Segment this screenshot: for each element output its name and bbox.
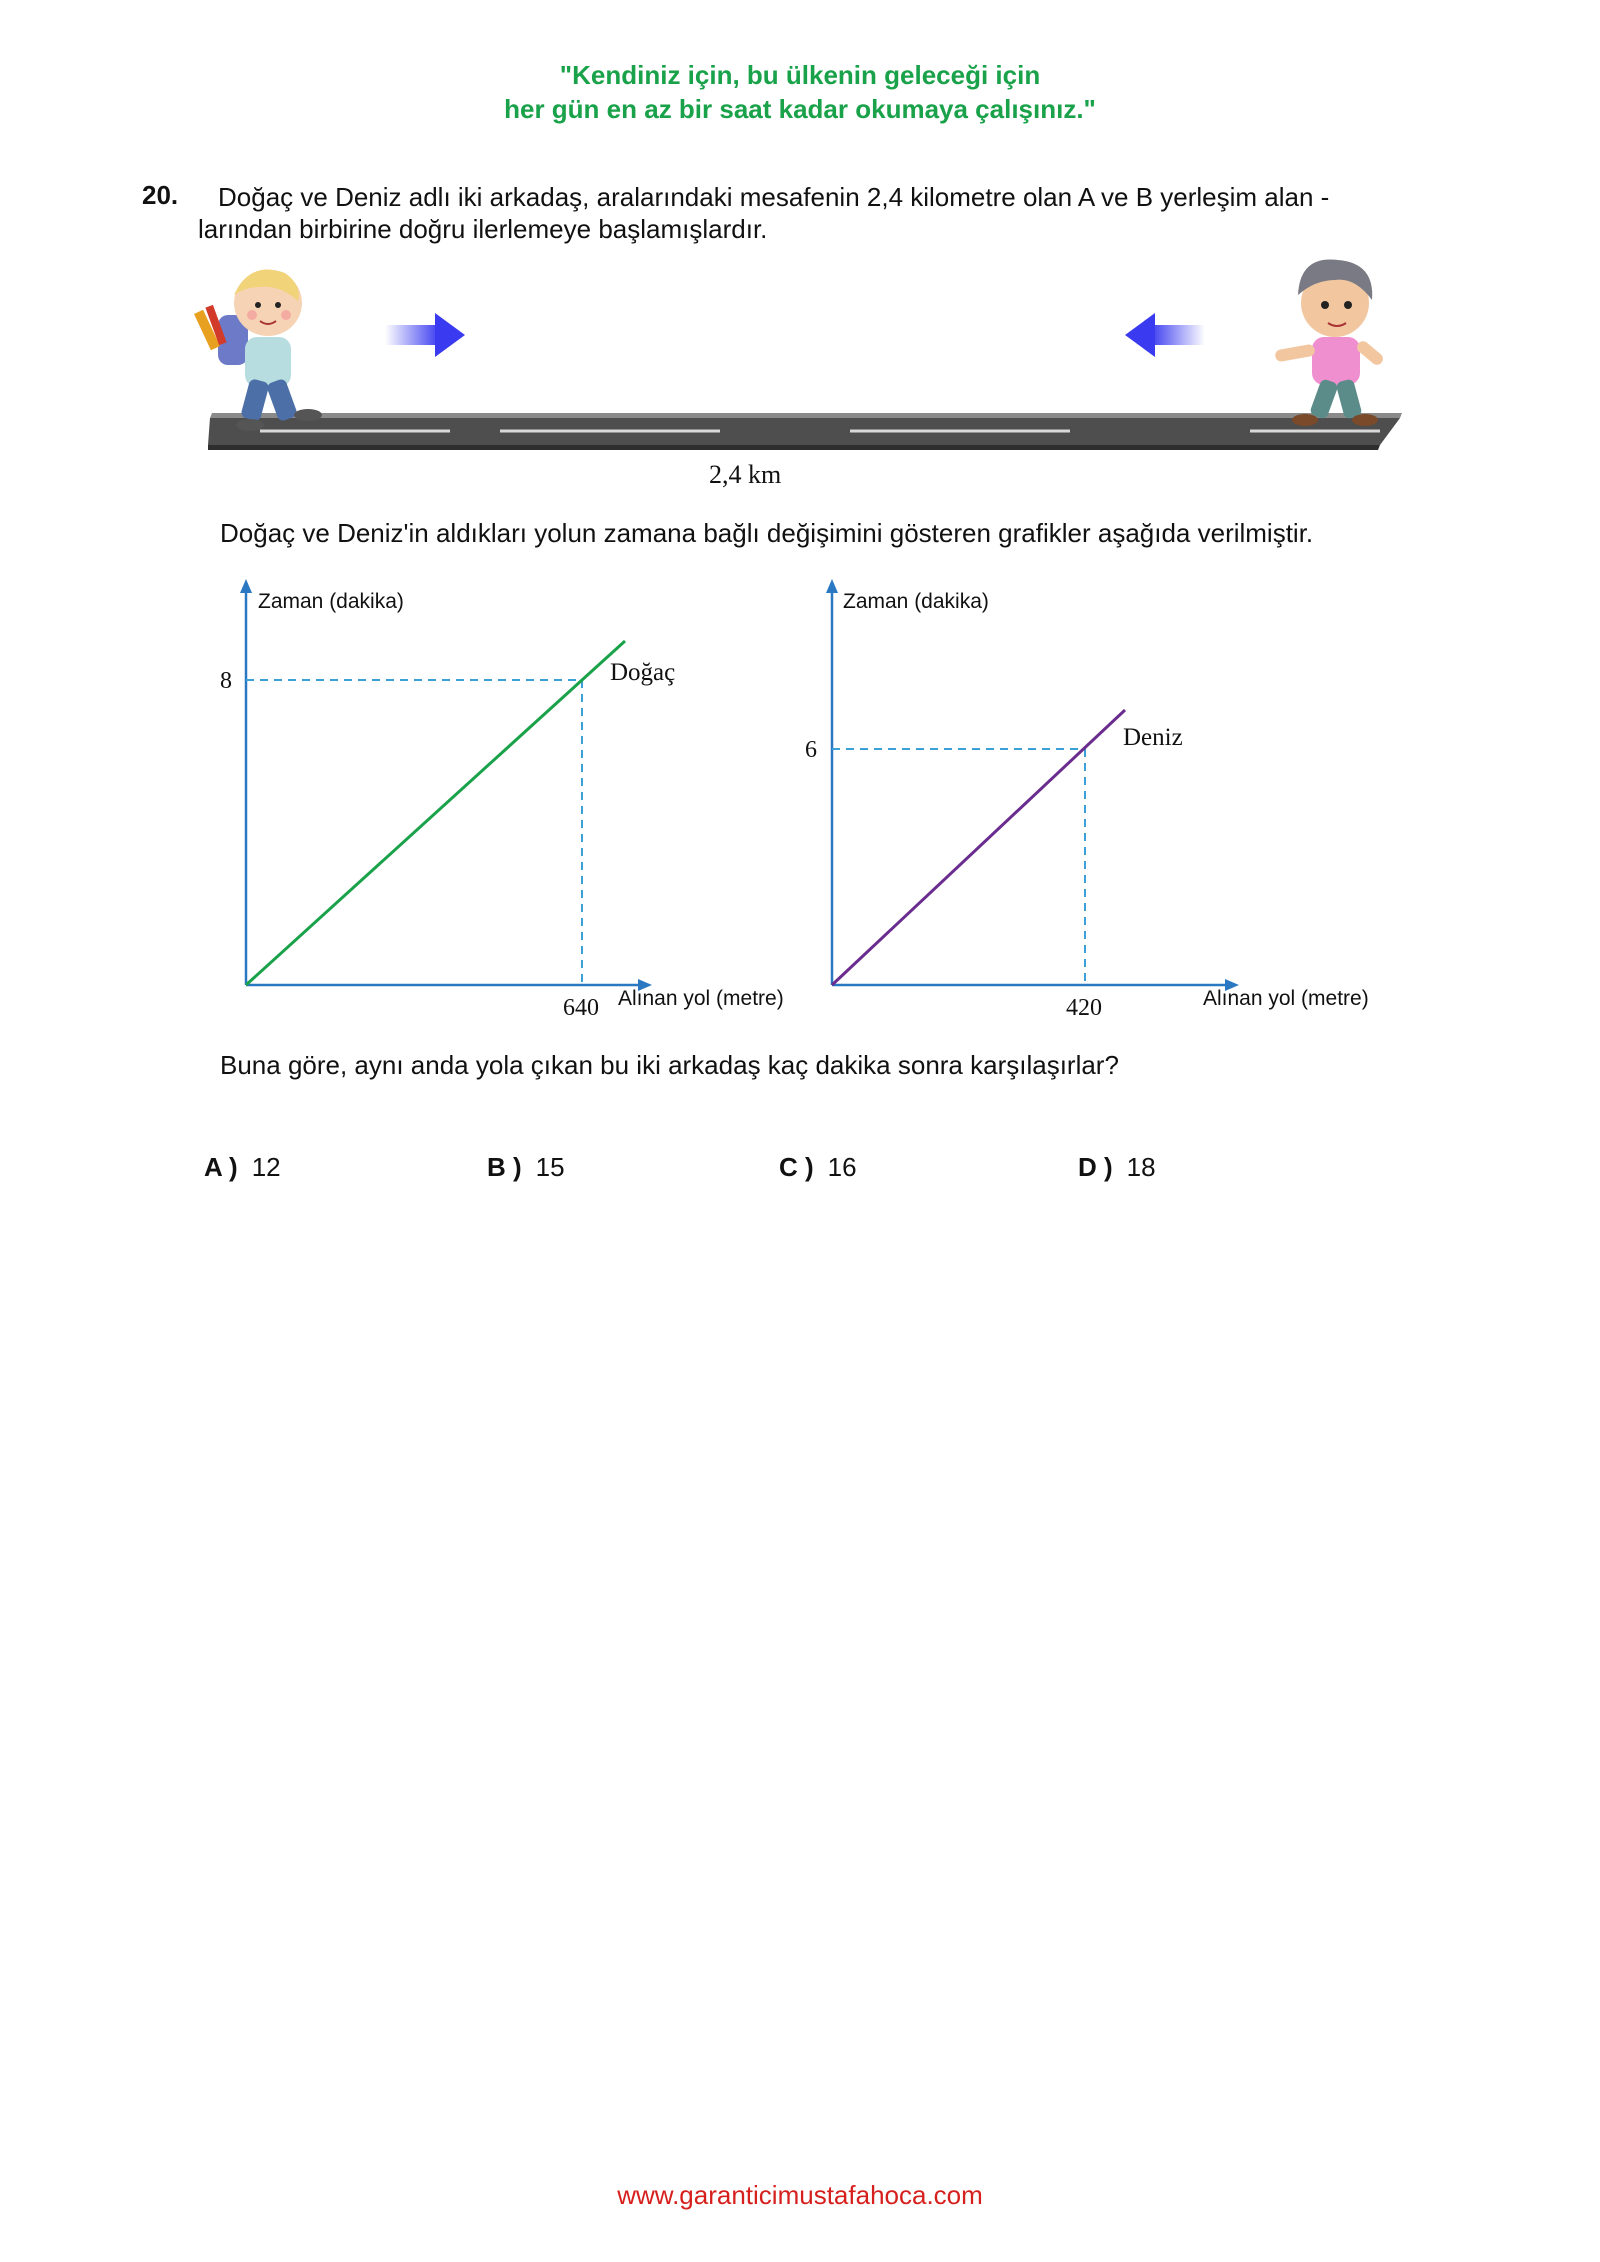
question-prompt: Buna göre, aynı anda yola çıkan bu iki arkadaş kaç dakika sonra karşılaşırlar?: [220, 1050, 1119, 1080]
boy-dogac-figure: [194, 269, 322, 431]
option-letter: D ): [1078, 1152, 1113, 1182]
option-c[interactable]: [779, 1152, 857, 1183]
option-letter: B ): [487, 1152, 522, 1182]
y-axis-label: Zaman (dakika): [843, 590, 989, 613]
road: [208, 413, 1402, 450]
motto-line-2: her gün en az bir saat kadar okumaya çalışınız.": [504, 94, 1096, 124]
graphs-intro: Doğaç ve Deniz'in aldıkları yolun zamana bağlı değişimini gösteren grafikler aşağıda verilmiştir.: [220, 518, 1314, 548]
boy-deniz-figure: [1274, 259, 1385, 426]
option-value: 15: [535, 1152, 565, 1182]
chart-deniz: [785, 575, 1400, 1025]
option-a[interactable]: [204, 1152, 281, 1183]
motto-line-1: "Kendiniz için, bu ülkenin geleceği için: [559, 60, 1041, 90]
x-tick-label: 640: [563, 995, 599, 1021]
question-text-line-2: larından birbirine doğru ilerlemeye başlamışlardır.: [198, 214, 768, 244]
x-axis-label: Alınan yol (metre): [618, 987, 784, 1010]
option-letter: C ): [779, 1152, 814, 1182]
footer-url[interactable]: www.garanticimustafahoca.com: [617, 2180, 983, 2210]
y-axis-arrow-icon: [826, 579, 838, 593]
road-illustration: [190, 255, 1420, 455]
y-tick-label: 8: [220, 668, 232, 694]
option-b[interactable]: [487, 1152, 565, 1183]
y-tick-label: 6: [805, 737, 817, 763]
y-axis-label: Zaman (dakika): [258, 590, 404, 613]
x-tick-label: 420: [1066, 995, 1102, 1021]
arrow-left-icon: [1125, 313, 1205, 357]
series-label: Doğaç: [610, 659, 676, 686]
question-text-line-1: Doğaç ve Deniz adlı iki arkadaş, aralarındaki mesafenin 2,4 kilometre olan A ve B yerleşim alan -: [218, 182, 1330, 212]
distance-label: 2,4 km: [709, 460, 782, 489]
option-value: 12: [251, 1152, 281, 1182]
option-value: 16: [827, 1152, 857, 1182]
series-line-dogac: [246, 641, 625, 985]
question-number: 20.: [142, 180, 179, 210]
chart-dogac: [200, 575, 800, 1025]
y-axis-arrow-icon: [240, 579, 252, 593]
arrow-right-icon: [385, 313, 465, 357]
option-letter: A ): [204, 1152, 238, 1182]
option-value: 18: [1126, 1152, 1156, 1182]
series-label: Deniz: [1123, 724, 1183, 751]
option-d[interactable]: [1078, 1152, 1156, 1183]
x-axis-label: Alınan yol (metre): [1203, 987, 1369, 1010]
series-line-deniz: [832, 710, 1125, 985]
